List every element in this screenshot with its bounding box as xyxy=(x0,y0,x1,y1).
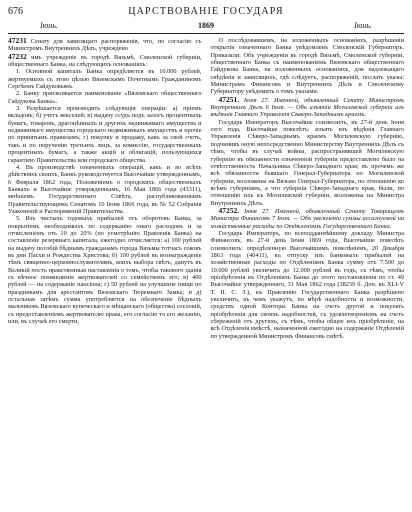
decree-heading xyxy=(211,207,405,230)
paragraph-text: имъ учрежденіе въ городѣ Вязьмѣ, Смоленской губерніи, общественнаго Банка, на слѣдующихъ основаніяхъ: xyxy=(8,53,202,69)
paragraph: О послѣдовавшемъ, на изложенныхъ основаніяхъ, разрѣшеніи открытія означеннаго Банка увѣдомленъ Смоленскій Губернаторъ. Приказали: Объ учрежденіи въ городѣ Вязьмѣ, Смоленской губерніи, общественнаго Банка съ наименованіемъ Вяземскаго общественнаго Гайдукова Банка, на изложенныхъ основаніяхъ, для надлежащаго свѣдѣнія и зависящихъ, гдѣ слѣдуетъ, распоряженій, послать указы: Министрамъ Финансовъ и Внутреннихъ Дѣлъ и Смоленскому Губернатору увѣдомить о томъ указами. xyxy=(210,37,404,96)
page-header xyxy=(8,6,404,20)
paragraph: 4. Въ производствѣ означенныхъ операцій, какъ и во всѣхъ дѣйствіяхъ своихъ, Банкъ руководствуется Высочайше утвержденнымъ, 6 Февраля 1862 года, Положеніемъ о городскихъ общественныхъ Банкахъ и Высочайше утвержденнымъ, 16 Мая 1866 года (43311), мнѣніемъ Государственнаго Совѣта, распубликованнымъ Правительствующимъ Сенатомъ 10 Іюня 1866 года, въ № 52 Собранія Узаконеній и Распоряженій Правительства. xyxy=(8,163,202,215)
page-title: ЦАРСТВОВАНІЕ ГОСУДАРЯ xyxy=(128,6,284,17)
paragraph-text: Сенату для зависящаго распоряженія, что, по согласію съ Министромъ Внутреннихъ Дѣлъ, учреждено xyxy=(8,38,202,53)
text-columns xyxy=(8,37,404,340)
paragraph: Государь Императоръ, по всеподданнѣйшему докладу Министра Финансовъ, въ 27-й день Іюня 1869 года, Высочайше повелѣть соизволилъ: опредѣленную Высочайшимъ повелѣніемъ, 20 Декабря 1863 года (40411), къ отпуску изъ банковыхъ прибылей на хозяйственные расходы по Отдѣленіямъ Банка сумму отъ 7.500 до 10.000 рублей увеличить до 12.000 рублей въ годъ, съ тѣмъ, чтобы пріобрѣтенія въ Отдѣленіяхъ Банка до этого постановленія по ст. 49 Высочайше утвержденнаго, 31 Мая 1862 года (38239 б. Доп. къ XLI-V Т. II. С. З.), къ Правленію Государственнаго Банка разрѣшено увеличить, въ чемъ укажутъ, по мѣрѣ надобности и возможности, средствъ одной Конторы Банка на счетъ другой и покупать пріобрѣтенія для своихъ надобностей, съ удовлетвореніемъ на счетъ сбереженій отъ другихъ, съ тѣмъ, чтобы общее ихъ пріобрѣтеніе, на всѣ Отдѣленія вмѣстѣ, назначенной ежегодно на содержаніе Отдѣленій по утвержденной Министромъ Финансовъ смѣтѣ. xyxy=(210,229,404,340)
page-number: 676 xyxy=(8,6,23,17)
law-number: 47252. xyxy=(218,205,240,215)
paragraph: 2. Банку присвоивается наименованіе «Вяземскаго общественнаго Гайдукова Банка». xyxy=(8,90,202,105)
law-number: 47231 xyxy=(8,36,27,45)
paragraph xyxy=(8,37,202,53)
right-column xyxy=(211,37,405,340)
law-number: 47232 xyxy=(8,51,27,61)
paragraph xyxy=(8,53,202,69)
header-rule xyxy=(8,33,404,34)
paragraph: 5. Изъ чистыхъ годовыхъ прибылей отъ оборотовъ Банка, за покрытіемъ необходимыхъ по содержанію онаго расходовъ и за отчисленіемъ отъ 10 до 20% (по усмотрѣнію Правленія Банка) на составленіе резервнаго капитала, ежегодно отчисляется: а) 100 рублей на выдачу пособій бѣднымъ гражданамъ города Вязьмы тотчасъ соковъ въ дни Пасхи и Рождества Христова; б) 100 рублей въ вознагражденіе тѣмъ священно-церковнослужителямъ, коихъ выбора свѣтъ, данутъ въ Великій постъ нравственныя наставленія о томъ, чтобы такового зданія съ вѣчное помяновеніе жертвователей со семействомъ его; в) 400 рублей — на содержаніе пансіона; г) 50 рублей на улучшеніе пищи по праздникамъ для арестантовъ Вяземскаго Тюремнаго Замка; и д) остальная затѣмъ сумма употребляется на обезпеченіе бѣдныхъ мальчиковъ Вяземскаго купеческаго и мѣщанскаго (общества) сословій, съ предоставленіемъ жертвователю права, его согласію то его желанію, или, въ случаѣ его смерти, xyxy=(8,215,202,326)
paragraph: Государь Императоръ Высочайше соизволилъ, въ 27-й день Іюня сего года, Высочайше повелѣть: изъять изъ вѣдѣнія Главнаго Управленія Сѣверо-Западнымъ краемъ Могилевскую губернію, подчинивъ оную непосредственно Министерству Внутреннихъ Дѣлъ съ тѣмъ, чтобы въ случаѣ войны, распространявшей Могилевскую губернію въ обязанности означенной губерніи предоставлено было на отвѣтственность Начальника Сѣверо-Западнаго края; въ прочемъ же всѣ обязанности бывшаго Генерал-Губернатора по Могилевской губерніи, возложены на Вязьмо Генерал-Губернатора, по отношенію ко всѣмъ губерніямъ, а что губерніи Сѣверо-Западнаго края, были, по отношенію ихъ къ Могилевской губерніи, возложены на Министра Внутреннихъ Дѣлъ. xyxy=(210,118,404,207)
month-left: Іюнь. xyxy=(40,21,58,30)
paragraph: 3. Разрѣшается производить слѣдующія операціи: а) пріемъ вкладовъ; б) учетъ векселей; в) выдачу ссудъ подъ залогъ процентныхъ бумагъ, товаровъ, драгоцѣнныхъ и другихъ недвижимаго имущества и недвижимаго имущества городскаго недвижимыхъ имуществъ и прочіе по принятымъ правиламъ; г) покупку и продажу, какъ за свой счетъ, такъ и по порученію третьихъ лицъ, за комиссію, государственныхъ процентныхъ бумагъ, а также акцій и облигацій, пользующихся гарантіею Правительства или городскаго общества. xyxy=(8,105,202,164)
decree-heading xyxy=(211,96,405,119)
paragraph: 1. Основной капиталъ Банка опредѣляется въ 10.000 рублей, жертвуемыхъ съ этою цѣлью Вяземскимъ Почетнымъ Гражданиномъ Сергѣемъ Гайдуковымъ. xyxy=(8,68,202,91)
left-column xyxy=(8,37,202,340)
page-subheader xyxy=(8,21,404,32)
month-right: Іюнь. xyxy=(354,21,372,30)
decree-title: Іюня 27. Именной, объявленный Сенату Товарищемъ Министра Финансовъ 7 Іюля. — Объ увеличеніи суммы ассигнуемой на хозяйственные расходы по Отдѣленіямъ Государственнаго Банка. xyxy=(210,207,405,230)
year: 1869 xyxy=(198,21,214,30)
decree-title: Іюня 27. Именной, объявленный Сенату Министромъ Внутреннихъ Дѣлъ 6 Іюля. — Объ изъятіи Могилевской губерніи изъ вѣдѣнія Главнаго Управленія Сѣверо-Западнымъ краемъ. xyxy=(210,96,404,119)
law-number: 47251. xyxy=(218,94,240,104)
